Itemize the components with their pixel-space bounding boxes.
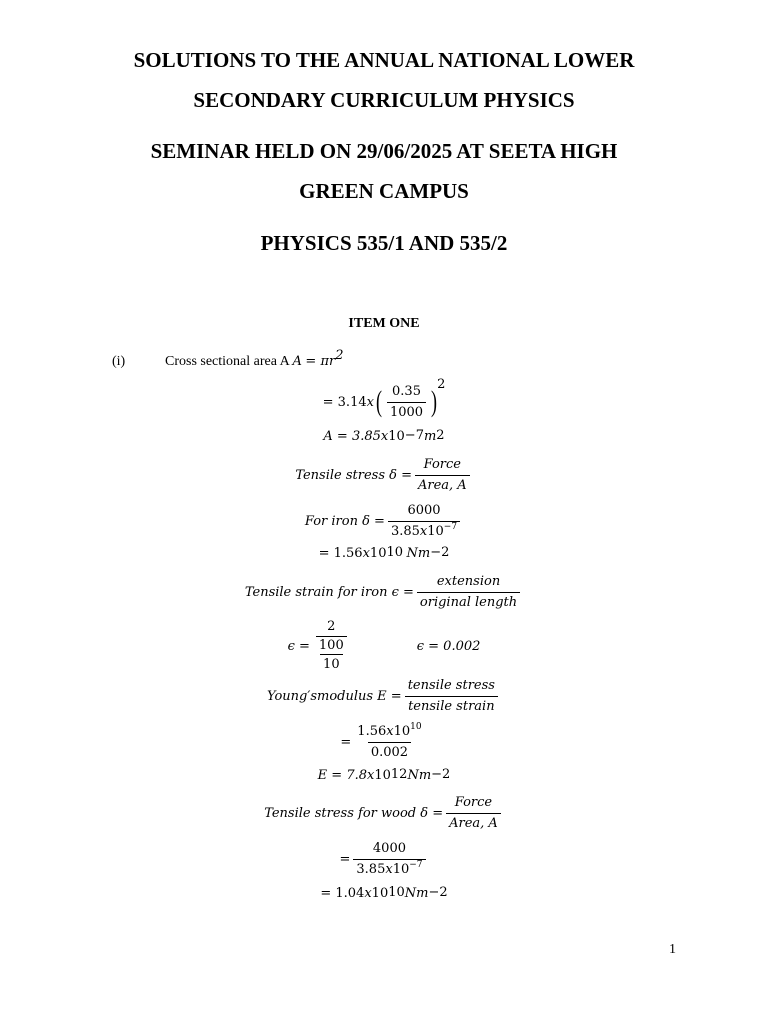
iron-stress-num: 6000 (407, 502, 441, 518)
young-calc-num (354, 721, 424, 742)
iron-stress-den-exp: −7 (443, 521, 458, 532)
area-sub-exp: 2 (437, 376, 446, 392)
wood-stress-fraction (446, 795, 501, 832)
iron-stress-result-a: = 1.56 (318, 545, 363, 561)
wood-calc-num: 4000 (372, 840, 406, 856)
stress-def-label: Tensile stress δ = (295, 467, 412, 483)
title-line-3: SEMINAR HELD ON 29/06/2025 AT SEETA HIGH (150, 139, 618, 163)
young-definition (0, 674, 768, 718)
wood-result-b: 10 (371, 885, 389, 901)
young-calc-num-a: 1.56 (357, 723, 387, 739)
strain-def-label: Tensile strain for iron ϵ = (244, 584, 414, 600)
strain-calc-inner-num: 2 (327, 618, 336, 634)
young-result-unit: Nm (407, 767, 432, 783)
iron-stress-result-unit: Nm (406, 545, 431, 561)
strain-def-den: original length (417, 592, 520, 611)
wood-stress-calc (0, 837, 768, 881)
strain-calc (0, 618, 768, 674)
wood-stress-num: Force (454, 794, 493, 810)
strain-definition (0, 570, 768, 614)
part-label: (i) (112, 354, 126, 369)
young-calc-num-exp: 10 (410, 721, 422, 732)
young-calc-num-b: 10 (393, 723, 411, 739)
stress-def-den: Area, A (415, 475, 470, 494)
iron-stress-result-b: 10 (369, 545, 387, 561)
page-number: 1 (669, 942, 676, 957)
wood-calc-den-b: 10 (392, 861, 410, 877)
strain-calc-den: 10 (320, 654, 343, 673)
strain-result: ϵ = 0.002 (416, 638, 481, 654)
area-sub-x: x (366, 394, 374, 410)
wood-calc-fraction (353, 841, 425, 878)
iron-stress-den-x: x (419, 523, 428, 539)
area-result: A = 3.85 x 10 −7 m 2 (323, 428, 445, 444)
title-line-4: GREEN CAMPUS (299, 179, 469, 203)
young-calc-fraction (354, 721, 424, 761)
strain-calc-fraction (313, 620, 350, 673)
stress-def-fraction (415, 457, 470, 494)
wood-calc-den-exp: −7 (409, 859, 423, 870)
young-result-b: 10 (374, 767, 391, 783)
young-calc (0, 720, 768, 764)
area-result-unit: m (423, 428, 437, 444)
title-line-5: PHYSICS 535/1 AND 535/2 (260, 231, 508, 255)
iron-stress-calc (0, 499, 768, 543)
wood-stress-definition (0, 791, 768, 835)
wood-result-a: = 1.04 (320, 885, 365, 901)
wood-calc-den-a: 3.85 (356, 861, 386, 877)
left-paren: ( (375, 385, 382, 418)
area-formula-lhs: A (292, 354, 302, 369)
young-calc-eq: = (340, 734, 352, 750)
young-calc-den: 0.002 (368, 742, 411, 761)
young-def-label: Young′smodulus E = (267, 688, 402, 704)
strain-def-fraction (417, 574, 520, 611)
young-result-a: E = 7.8 (317, 767, 367, 783)
iron-stress-fraction (388, 503, 460, 540)
iron-stress-den-b: 10 (427, 523, 444, 539)
strain-calc-lhs: ϵ = (287, 638, 310, 654)
stress-definition (0, 453, 768, 497)
wood-result-x: x (364, 885, 372, 901)
area-intro (165, 348, 344, 371)
strain-def-num: extension (436, 573, 501, 589)
young-def-num: tensile stress (407, 677, 495, 693)
right-paren: ) (431, 385, 438, 418)
area-intro-text: Cross sectional area A (165, 354, 290, 369)
young-def-den: tensile strain (405, 696, 498, 715)
strain-calc-inner-den: 100 (316, 636, 347, 653)
iron-stress-den (388, 521, 460, 540)
title-line-1: SOLUTIONS TO THE ANNUAL NATIONAL LOWER (133, 48, 635, 72)
iron-stress-den-a: 3.85 (390, 523, 420, 539)
area-formula-rhs: = πr (305, 354, 336, 369)
wood-stress-result: = 1.04 x 10 10 Nm −2 (320, 885, 448, 901)
young-result: E = 7.8 x 10 12 Nm −2 (317, 767, 451, 783)
item-one-heading: ITEM ONE (348, 316, 420, 331)
area-sub-prefix: = 3.14 (322, 394, 367, 410)
wood-calc-den-x: x (385, 861, 393, 877)
area-sub-num: 0.35 (392, 383, 421, 399)
iron-stress-result: = 1.56 x 10 10 Nm −2 (318, 545, 450, 561)
area-result-base: 10 (388, 428, 405, 444)
iron-stress-label: For iron δ = (304, 513, 385, 529)
wood-calc-eq: = (339, 851, 351, 867)
stress-def-num: Force (423, 456, 461, 472)
wood-calc-den (353, 859, 425, 878)
strain-calc-inner-fraction (316, 620, 347, 653)
wood-stress-den: Area, A (446, 813, 501, 832)
area-sub-fraction (387, 384, 426, 421)
area-result-x: x (380, 428, 389, 444)
wood-stress-label: Tensile stress for wood δ = (264, 805, 444, 821)
area-substitution (0, 376, 768, 424)
wood-result-unit: Nm (404, 885, 429, 901)
area-formula-exp: 2 (335, 348, 344, 363)
young-result-x: x (367, 767, 375, 783)
young-calc-num-x: x (386, 723, 394, 739)
area-result-lhs: A = 3.85 (323, 428, 381, 444)
strain-calc-inner (313, 620, 350, 654)
iron-stress-result-x: x (362, 545, 370, 561)
area-sub-den: 1000 (387, 402, 426, 421)
title-line-2: SECONDARY CURRICULUM PHYSICS (193, 88, 575, 112)
young-def-fraction (405, 678, 498, 715)
